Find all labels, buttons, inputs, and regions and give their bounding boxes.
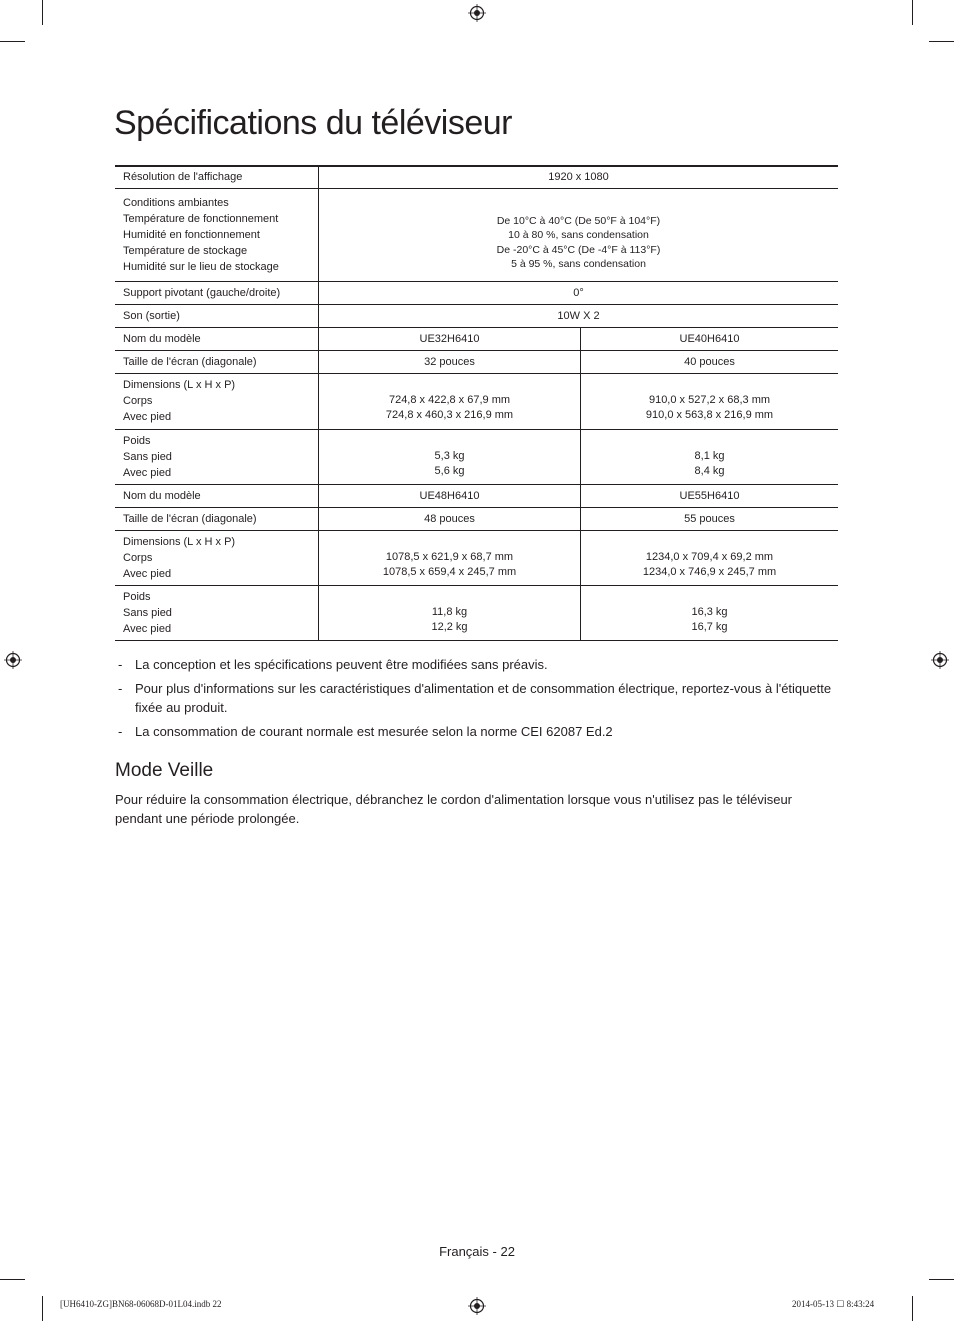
table-row [115,530,838,585]
label-line: Sans pied [123,606,172,619]
row-label: Nom du modèle [115,484,319,507]
row-label [115,429,319,484]
row-value: 0° [319,281,839,304]
value-line: 1234,0 x 709,4 x 69,2 mm [645,550,774,563]
section-paragraph: Pour réduire la consommation électrique, débranchez le cordon d'alimentation lorsque vous n'utilisez pas le téléviseur pendant une période prolongée. [115,792,793,826]
row-label [115,188,319,281]
row-value: 32 pouces [319,350,581,373]
row-label [115,530,319,585]
row-value: 40 pouces [581,350,839,373]
label-line: Corps [123,551,153,564]
label-line: Humidité sur le lieu de stockage [123,260,279,273]
table-row [115,350,838,373]
value-line: 910,0 x 563,8 x 216,9 mm [645,409,774,421]
label-line: Température de fonctionnement [123,212,279,225]
crop-mark [912,1296,913,1321]
row-value: UE32H6410 [319,327,581,350]
label-line: Avec pied [123,622,172,635]
value-line: 16,7 kg [691,620,728,633]
registration-mark-icon [468,4,486,22]
value-line: 8,4 kg [694,464,725,477]
value-line: 16,3 kg [691,605,728,618]
crop-mark [0,1279,25,1280]
list-item [115,679,840,717]
table-row [115,484,838,507]
label-line: Poids [123,590,151,603]
section-heading: Mode Veille [115,760,214,781]
table-row [115,507,838,530]
table-row [115,327,838,350]
value-line: De -20°C à 45°C (De -4°F à 113°F) [496,243,661,256]
value-line: 724,8 x 422,8 x 67,9 mm [388,394,511,406]
page-title: Spécifications du téléviseur [114,104,513,142]
crop-mark [42,0,43,25]
row-value [319,429,581,484]
row-label [115,373,319,429]
value-line: 5,3 kg [434,449,465,462]
label-line: Corps [123,395,153,407]
dash-bullet: - [118,724,123,739]
note-text: Pour plus d'informations sur les caractéristiques d'alimentation et de consommation électrique, reportez-vous à l'étiquette fixée au produit. [135,681,832,715]
slug-right: 2014-05-13 ☐ 8:43:24 [792,1299,875,1309]
label-line: Humidité en fonctionnement [123,228,260,241]
page-number: Français - 22 [439,1244,515,1259]
row-value [319,373,581,429]
value-line: 12,2 kg [431,620,468,633]
registration-mark-icon [4,651,22,669]
row-value: 55 pouces [581,507,839,530]
label-line: Avec pied [123,466,172,479]
notes-list [115,655,840,746]
value-line: 10 à 80 %, sans condensation [508,229,649,241]
crop-mark [42,1296,43,1321]
value-line: 1078,5 x 659,4 x 245,7 mm [382,565,517,578]
label-line: Poids [123,434,151,447]
value-line: 1234,0 x 746,9 x 245,7 mm [642,565,777,578]
crop-mark [0,41,25,42]
table-row [115,188,838,281]
row-label: Support pivotant (gauche/droite) [115,281,319,304]
row-label: Taille de l'écran (diagonale) [115,350,319,373]
note-text: La conception et les spécifications peuvent être modifiées sans préavis. [135,657,548,672]
row-value [581,373,839,429]
row-label: Taille de l'écran (diagonale) [115,507,319,530]
value-line: 724,8 x 460,3 x 216,9 mm [385,409,514,421]
label-line: Conditions ambiantes [123,196,229,209]
table-row [115,585,838,640]
table-row [115,166,838,188]
list-item [115,655,840,674]
row-value: 1920 x 1080 [319,166,839,188]
table-row [115,373,838,429]
row-value: 48 pouces [319,507,581,530]
row-value [319,585,581,640]
registration-mark-icon [468,1297,486,1315]
value-line: 1078,5 x 621,9 x 68,7 mm [385,550,514,563]
spec-table [115,165,838,641]
crop-mark [929,1279,954,1280]
value-line: 5 à 95 %, sans condensation [511,258,646,270]
dash-bullet: - [118,657,123,672]
dash-bullet: - [118,681,123,696]
value-line: 5,6 kg [434,464,465,477]
crop-mark [929,41,954,42]
row-value [319,188,839,281]
value-line: 11,8 kg [431,605,468,618]
label-line: Température de stockage [123,244,248,257]
label-line: Dimensions (L x H x P) [123,379,236,391]
registration-mark-icon [931,651,949,669]
row-value [319,530,581,585]
label-line: Dimensions (L x H x P) [123,535,236,548]
row-value: 10W X 2 [319,304,839,327]
label-line: Avec pied [123,411,172,423]
crop-mark [912,0,913,25]
row-value [581,429,839,484]
table-row [115,429,838,484]
note-text: La consommation de courant normale est mesurée selon la norme CEI 62087 Ed.2 [135,724,613,739]
list-item [115,722,840,741]
row-label: Résolution de l'affichage [115,166,319,188]
row-label [115,585,319,640]
row-label: Nom du modèle [115,327,319,350]
row-value: UE55H6410 [581,484,839,507]
row-value: UE48H6410 [319,484,581,507]
value-line: 910,0 x 527,2 x 68,3 mm [648,394,771,406]
table-row [115,281,838,304]
row-label: Son (sortie) [115,304,319,327]
label-line: Avec pied [123,567,172,580]
slug-left: [UH6410-ZG]BN68-06068D-01L04.indb 22 [60,1299,222,1309]
label-line: Sans pied [123,450,172,463]
value-line: 8,1 kg [694,449,725,462]
table-row [115,304,838,327]
row-value: UE40H6410 [581,327,839,350]
value-line: De 10°C à 40°C (De 50°F à 104°F) [496,214,661,227]
row-value [581,530,839,585]
row-value [581,585,839,640]
